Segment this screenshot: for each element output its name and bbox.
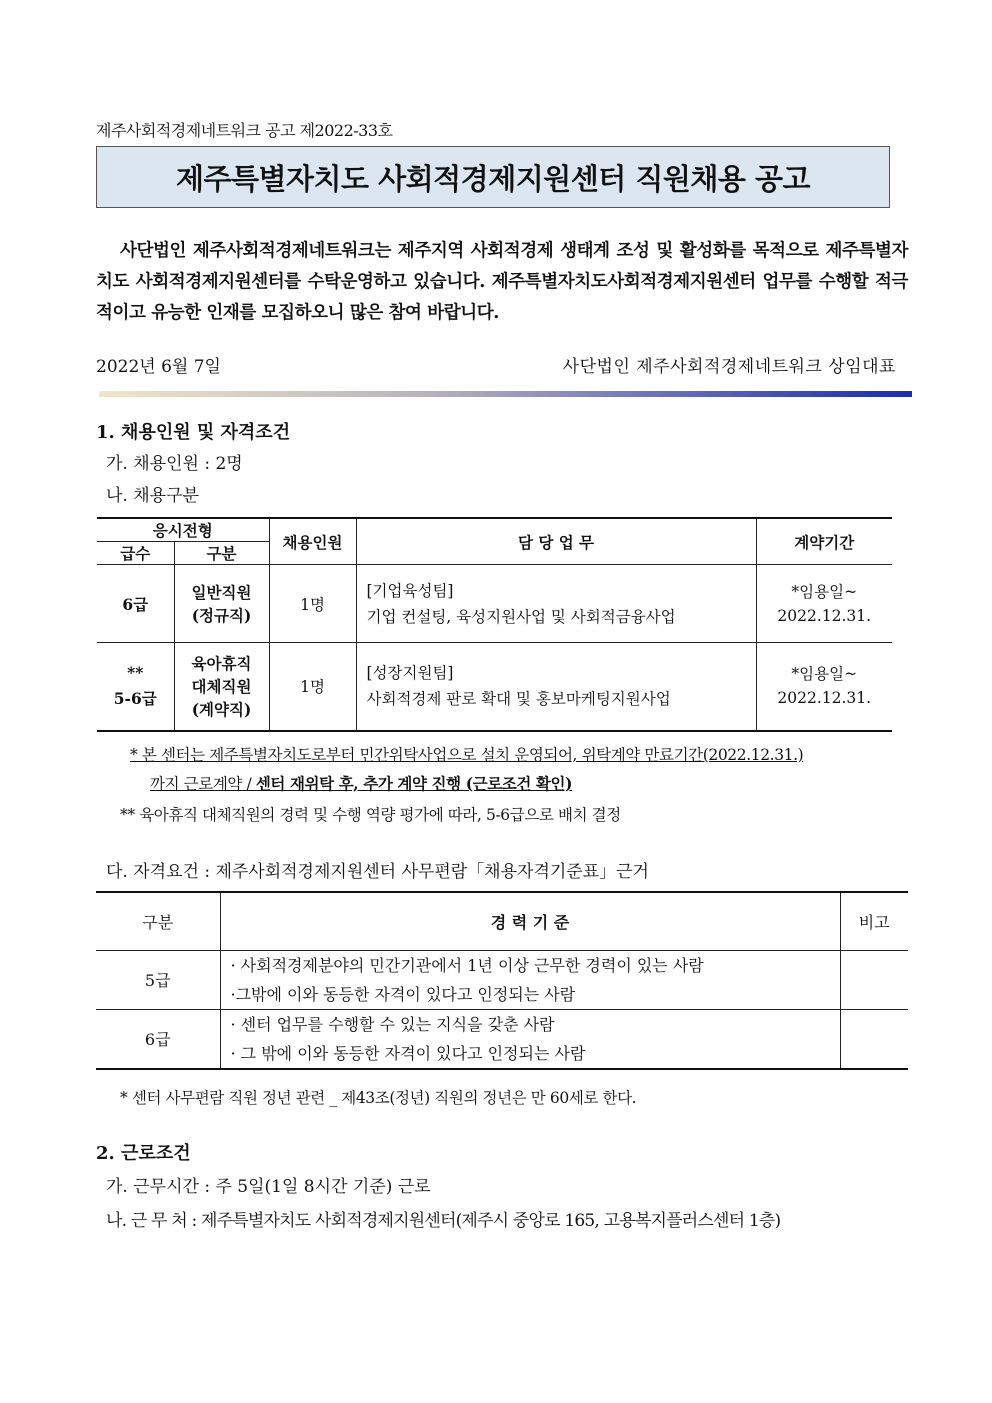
section1-heading: 1. 채용인원 및 자격조건 <box>96 422 291 443</box>
section2-heading: 2. 근로조건 <box>96 1143 191 1164</box>
header-note: 비고 <box>840 892 908 950</box>
header-count: 채용인원 <box>269 518 356 565</box>
grade-cell: 6급 <box>97 565 174 643</box>
placement-note: ** 육아휴직 대체직원의 경력 및 수행 역량 평가에 따라, 5-6급으로 배치 결정 <box>120 806 621 824</box>
hire-count: 가. 채용인원 : 2명 <box>106 454 243 474</box>
work-hours: 가. 근무시간 : 주 5일(1일 8시간 기준) 근로 <box>106 1177 431 1197</box>
period-cell: *임용일~ 2022.12.31. <box>756 565 892 643</box>
work-location: 나. 근 무 처 : 제주특별자치도 사회적경제지원센터(제주시 중앙로 165, 고용복지플러스센터 1층) <box>106 1211 781 1231</box>
hiring-table <box>97 517 892 732</box>
class-cell: 육아휴직 대체직원 (계약직) <box>174 643 269 731</box>
table-row <box>97 643 892 731</box>
contract-note-2: 까지 근로계약 / 센터 재위탁 후, 추가 계약 진행 (근로조건 확인) <box>150 774 572 793</box>
class-cell: 일반직원 (정규직) <box>174 565 269 643</box>
duty-cell: [성장지원팀] 사회적경제 판로 확대 및 홍보마케팅지원사업 <box>356 643 756 731</box>
count-cell: 1명 <box>269 565 356 643</box>
header-period: 계약기간 <box>756 518 892 565</box>
grade-cell: 5급 <box>96 950 220 1009</box>
period-cell: *임용일~ 2022.12.31. <box>756 643 892 731</box>
table-row <box>96 1009 908 1069</box>
count-cell: 1명 <box>269 643 356 731</box>
page-title: 제주특별자치도 사회적경제지원센터 직원채용 공고 <box>175 161 811 196</box>
hire-type-label: 나. 채용구분 <box>106 486 199 506</box>
criteria-cell: · 사회적경제분야의 민간기관에서 1년 이상 근무한 경력이 있는 사람 ·그밖에 이와 동등한 자격이 있다고 인정되는 사람 <box>220 950 840 1009</box>
signer: 사단법인 제주사회적경제네트워크 상임대표 <box>562 357 896 377</box>
announcement-date: 2022년 6월 7일 <box>96 357 221 377</box>
header-grade: 급수 <box>97 542 174 565</box>
title-box <box>96 146 890 208</box>
grade-cell: 6급 <box>96 1009 220 1069</box>
header-class: 구분 <box>96 892 220 950</box>
duty-cell: [기업육성팀] 기업 컨설팅, 육성지원사업 및 사회적금융사업 <box>356 565 756 643</box>
criteria-cell: · 센터 업무를 수행할 수 있는 지식을 갖춘 사람 · 그 밖에 이와 동등한 자격이 있다고 인정되는 사람 <box>220 1009 840 1069</box>
grade-cell: ** 5-6급 <box>97 643 174 731</box>
qualification-label: 다. 자격요건 : 제주사회적경제지원센터 사무편람「채용자격기준표」근거 <box>106 862 649 882</box>
note-cell <box>840 1009 908 1069</box>
intro-text: 사단법인 제주사회적경제네트워크는 제주지역 사회적경제 생태계 조성 및 활성화를 목적으로 제주특별자치도 사회적경제지원센터를 수탁운영하고 있습니다. 제주특별자치도사회적경제지원센터 업무를 수행할 적극적이고 유능한 인재를 모집하오니 많은 참여 바랍니다. <box>96 241 908 323</box>
qualification-table <box>96 891 908 1070</box>
intro-paragraph <box>96 236 908 329</box>
table-row <box>96 950 908 1009</box>
header-class: 구분 <box>174 542 269 565</box>
contract-note-1: * 본 센터는 제주특별자치도로부터 민간위탁사업으로 설치 운영되어, 위탁계약 만료기간(2022.12.31.) <box>130 746 804 764</box>
table-row <box>97 565 892 643</box>
header-duty: 담 당 업 무 <box>356 518 756 565</box>
header-exam-type: 응시전형 <box>97 518 269 542</box>
header-criteria: 경 력 기 준 <box>220 892 840 950</box>
retirement-note: * 센터 사무편람 직원 정년 관련 _ 제43조(정년) 직원의 정년은 만 60세로 한다. <box>120 1089 637 1107</box>
notice-number: 제주사회적경제네트워크 공고 제2022-33호 <box>96 121 393 140</box>
divider-bar <box>99 391 912 397</box>
contract-note-emphasis: 센터 재위탁 후, 추가 계약 진행 (근로조건 확인) <box>255 774 572 793</box>
note-cell <box>840 950 908 1009</box>
